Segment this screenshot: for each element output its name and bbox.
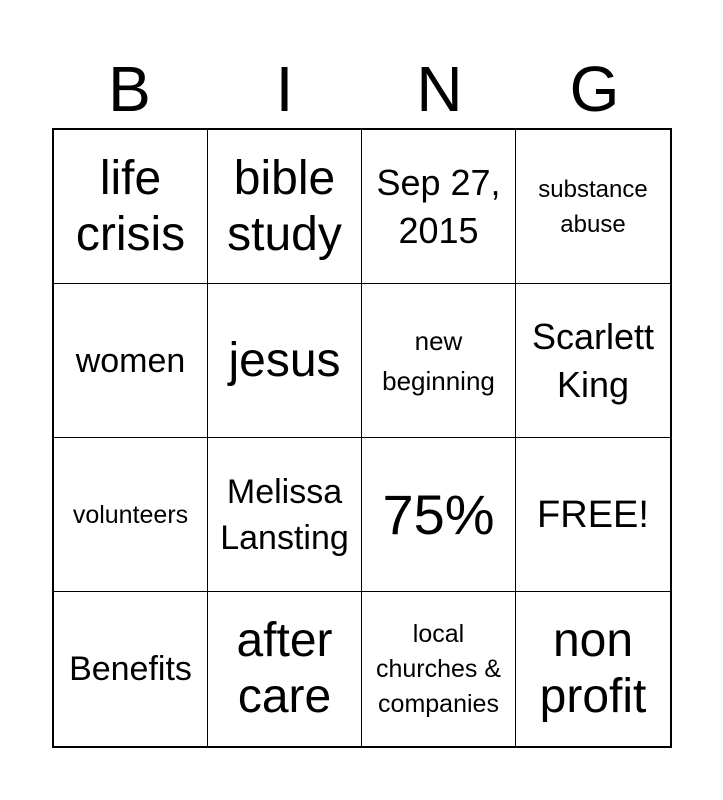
bingo-cell-12[interactable] <box>516 438 670 592</box>
cell-text: local churches & companies <box>375 619 502 718</box>
bingo-cell-7[interactable] <box>362 284 516 438</box>
bingo-cell-4[interactable] <box>516 130 670 284</box>
bingo-cell-8[interactable] <box>516 284 670 438</box>
cell-text: substance abuse <box>538 175 648 238</box>
cell-text: bible study <box>227 151 342 261</box>
cell-text: after care <box>236 614 333 723</box>
cell-text: life crisis <box>75 151 186 261</box>
bingo-cell-13[interactable] <box>54 592 208 746</box>
bingo-cell-14[interactable] <box>208 592 362 746</box>
bingo-board <box>52 128 672 748</box>
cell-text: 75% <box>382 482 495 546</box>
header-letter-b: B <box>108 53 151 125</box>
bingo-cell-10[interactable] <box>208 438 362 592</box>
cell-text: Melissa Lansting <box>220 472 349 557</box>
bingo-cell-5[interactable] <box>54 284 208 438</box>
bingo-cell-6[interactable] <box>208 284 362 438</box>
cell-text: Sep 27, 2015 <box>376 161 501 251</box>
bingo-cell-2[interactable] <box>208 130 362 284</box>
cell-text: women <box>75 341 186 380</box>
header-letter-n: N <box>416 53 463 125</box>
cell-text: Benefits <box>69 650 192 688</box>
bingo-cell-1[interactable] <box>54 130 208 284</box>
cell-text: Scarlett King <box>531 315 655 405</box>
cell-text: non profit <box>539 614 647 723</box>
bingo-cell-11[interactable] <box>362 438 516 592</box>
cell-text: volunteers <box>72 500 189 529</box>
cell-text: new beginning <box>382 325 495 396</box>
bingo-cell-9[interactable] <box>54 438 208 592</box>
bingo-cell-16[interactable] <box>516 592 670 746</box>
header-letter-g: G <box>569 53 620 125</box>
bingo-cell-3[interactable] <box>362 130 516 284</box>
cell-text: FREE! <box>537 493 649 536</box>
bingo-cell-15[interactable] <box>362 592 516 746</box>
cell-text: jesus <box>228 333 341 387</box>
bingo-header <box>52 50 672 128</box>
header-letter-i: I <box>275 53 294 125</box>
